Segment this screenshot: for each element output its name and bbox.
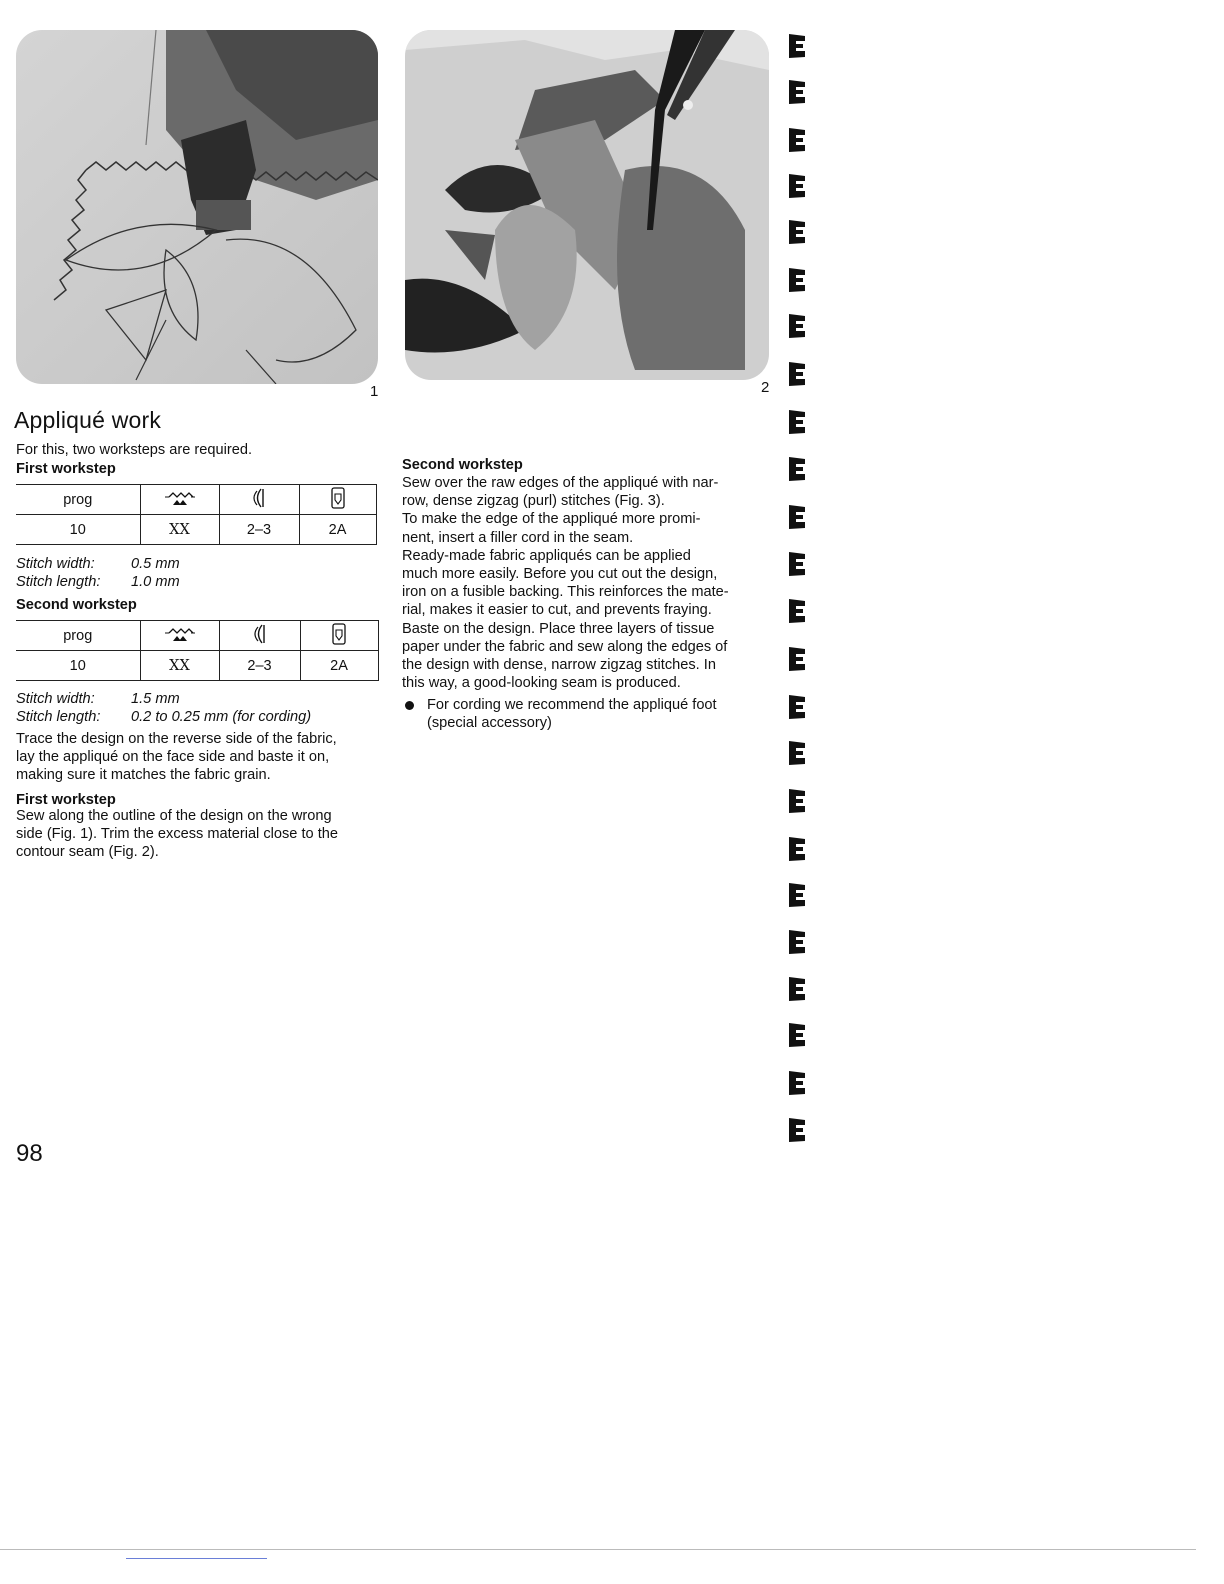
intro-text: For this, two worksteps are required. [16,442,253,458]
spec-stitch-length-2: Stitch length: 0.2 to 0.25 mm (for cording) [16,709,312,725]
page-number: 98 [16,1140,43,1167]
language-tab-e-icon [787,219,807,245]
spec-stitch-length-1: Stitch length: 1.0 mm [16,574,180,590]
figure-1-number: 1 [370,383,379,400]
language-tab-e-icon [787,788,807,814]
second-workstep-heading: Second workstep [16,597,137,613]
bullet-icon [405,701,414,710]
figure-1-photo [16,30,378,384]
spec-stitch-width-2: Stitch width: 1.5 mm [16,691,180,707]
table-row: 10 ХХ 2–3 2A [16,515,376,545]
trace-paragraph: Trace the design on the reverse side of the fabric, lay the appliqué on the face side and baste it on, making sure it matches the fabric grain. [16,731,337,784]
language-tab-e-icon [787,267,807,293]
language-tab-e-icon [787,836,807,862]
language-tab-e-icon [787,598,807,624]
language-tab-e-icon [787,313,807,339]
prog-header: prog [16,621,140,651]
scissors-cutting-photo-icon [405,30,769,380]
spec-stitch-width-1: Stitch width: 0.5 mm [16,556,180,572]
table-row [16,621,378,651]
language-tab-e-icon [787,79,807,105]
prog-header: prog [16,485,140,515]
second-workstep-paragraph: Sew over the raw edges of the appliqué with nar- row, dense zigzag (purl) stitches (Fig. 3). To make the edge of the appliqué more promi- nent, insert a filler cord in the seam. Ready-made fabric appliqués can be applied much more easily. Before you cut out the design, iron on a fusible backing. This reinforces the mate- rial, makes it easier to cut, and prevents fraying. Baste on the design. Place three layers of tissue paper under the fabric and sew along the edges of the design with dense, narrow zigzag stitches. In this way, a good-looking seam is produced. [402,475,729,692]
bullet-item: For cording we recommend the appliqué foot (special accessory) [427,697,717,732]
thread-tension-icon [219,485,299,515]
language-tab-e-icon [787,551,807,577]
language-tab-e-icon [787,456,807,482]
first-workstep-subheading: First workstep [16,792,116,808]
language-tab-e-icon [787,929,807,955]
thread-tension-icon [219,621,300,651]
language-tab-e-icon [787,976,807,1002]
language-tab-e-icon [787,504,807,530]
language-tab-e-icon [787,882,807,908]
settings-table-1 [16,484,377,545]
presser-foot-icon [299,485,376,515]
table-row [16,485,376,515]
language-tab-e-icon [787,1117,807,1143]
figure-2-photo [405,30,769,380]
language-tab-e-icon [787,740,807,766]
presser-foot-icon [300,621,378,651]
language-tab-e-icon [787,127,807,153]
bottom-blue-rule [126,1558,267,1559]
language-tab-e-icon [787,1022,807,1048]
sew-outline-paragraph: Sew along the outline of the design on the wrong side (Fig. 1). Trim the excess material close to the contour seam (Fig. 2). [16,808,338,861]
language-tab-e-icon [787,646,807,672]
zigzag-stitch-icon [140,485,219,515]
language-tab-e-icon [787,409,807,435]
sewing-foot-photo-icon [16,30,378,384]
language-tab-e-icon [787,1070,807,1096]
settings-table-2 [16,620,379,681]
zigzag-stitch-icon [140,621,219,651]
language-tab-e-icon [787,361,807,387]
language-tab-e-icon [787,173,807,199]
second-workstep-right-heading: Second workstep [402,457,523,473]
first-workstep-heading: First workstep [16,461,116,477]
figure-2-number: 2 [761,379,770,396]
bottom-rule [0,1549,1196,1550]
page-title: Appliqué work [14,407,162,433]
language-tab-e-icon [787,33,807,59]
table-row: 10 ХХ 2–3 2A [16,651,378,681]
language-tab-e-icon [787,694,807,720]
